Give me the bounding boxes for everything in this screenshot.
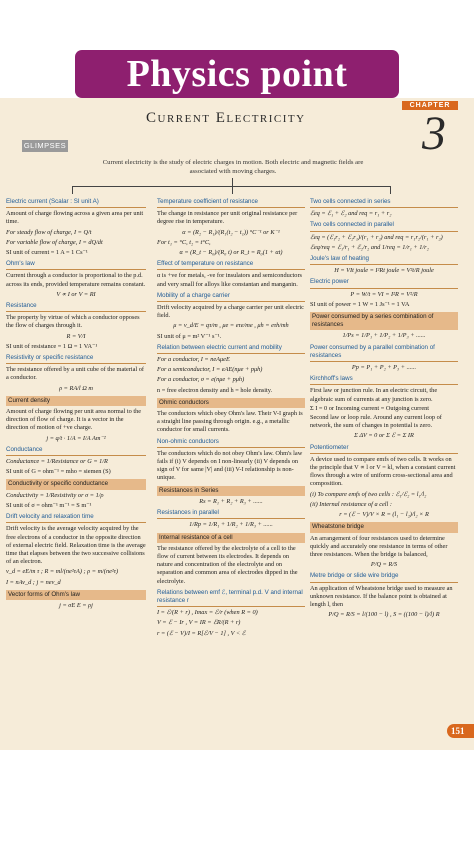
formula: V = ℰ − Ir , V = IR = ℰR/(R + r) xyxy=(157,619,241,627)
intro-text: Current electricity is the study of electric charges in motion. Both electric and magnetic fields are associated with moving charges. xyxy=(102,159,364,175)
chapter-number: 3 xyxy=(422,107,446,160)
tree-connector xyxy=(390,186,391,194)
text-line: The conductors which obey Ohm's law. Their V-I graph is a straight line passing through origin. e.g., a metallic conductor for small currents. xyxy=(157,410,303,434)
text-line: SI unit of G = ohm⁻¹ = mho = siemen (S) xyxy=(6,468,111,476)
section-heading: Mobility of a charge carrier xyxy=(157,292,305,302)
section-heading: Metre bridge or slide wire bridge xyxy=(310,572,458,582)
formula: H = VIt joule = I²Rt joule = V²t/R joule xyxy=(334,267,434,275)
chapter-label: CHAPTER xyxy=(402,101,458,110)
formula: For t₁ = °C, t₂ = t°C, xyxy=(157,238,211,246)
section-heading: Relation between electric current and mobility xyxy=(157,344,305,354)
text-line: The change in resistance per unit original resistance per degree rise in temperature. xyxy=(157,210,298,226)
formula: μ = v_d/E = qτ/m , μe = eτe/me , μh = eτh/mh xyxy=(173,322,289,330)
formula: For a conductor, I = neAμeE xyxy=(157,356,230,364)
formula: Rs = R₁ + R₂ + R₃ + ...... xyxy=(199,497,263,505)
text-line: SI unit of σ = ohm⁻¹ m⁻¹ = S m⁻¹ xyxy=(6,501,92,509)
section-heading: Relations between emf ℰ, terminal p.d. V and internal resistance r xyxy=(157,589,305,607)
text-line: First law or junction rule. In an electric circuit, the algebraic sum of currents at any junction is zero. xyxy=(310,387,438,403)
section-heading: Wheatstone bridge xyxy=(310,522,458,532)
section-heading: Drift velocity and relaxation time xyxy=(6,513,146,523)
formula: α = (R_t − R₀)/(R₀ t) or R_t = R₀(1 + αt) xyxy=(179,249,283,257)
formula: I = nAv_d ; j = nev_d xyxy=(6,578,61,586)
text-line: An arrangement of four resistances used to determine quickly and accurately one resistance in terms of other three resistances. When the bridge is balanced, xyxy=(310,534,448,558)
formula: j = q/t · 1/A = I/A Am⁻² xyxy=(46,434,106,442)
formula: v_d = eE/m τ ; R = ml/(ne²τA) ; ρ = m/(ne²τ) xyxy=(6,568,119,576)
text-line: Current through a conductor is proportional to the p.d. across its ends, provided temperature remains constant. xyxy=(6,272,146,288)
section-heading: Effect of temperature on resistance xyxy=(157,260,305,270)
section-heading: Vector forms of Ohm's law xyxy=(6,590,146,600)
formula: Conductivity = 1/Resistivity or σ = 1/ρ xyxy=(6,491,104,499)
formula: P = W/t = VI = I²R = V²/R xyxy=(350,290,418,298)
column-1 xyxy=(6,195,146,612)
section-heading: Conductivity or specific conductance xyxy=(6,479,146,489)
formula: For a semiconductor, I = eAE(nμe + pμh) xyxy=(157,366,263,374)
text-line: Drift velocity is the average velocity acquired by the free electrons of a conductor in the opposite direction of external electric field. Relaxation time is the average time that elapses between the two successive collisions of an electron. xyxy=(6,525,146,566)
chapter-title: Current Electricity xyxy=(146,110,306,126)
section-heading: Potentiometer xyxy=(310,444,458,454)
tree-connector xyxy=(72,186,390,187)
section-heading: Two cells connected in series xyxy=(310,198,458,208)
glimpses-label: GLIMPSES xyxy=(23,141,67,150)
text-line: The conductors which do not obey Ohm's law. Ohm's law fails if (i) V depends on I non-linearly (ii) V depends on sign of V for same |V| and (iii) V-I relationship is non-unique. xyxy=(157,449,303,482)
section-heading: Power consumed by a series combination of resistances xyxy=(310,312,458,330)
text-line: Amount of charge flowing per unit area normal to the direction of flow of charge. It is a vector in the direction of motion of +ve charge. xyxy=(6,408,142,432)
section-heading: Resistance xyxy=(6,302,146,312)
section-heading: Resistivity or specific resistance xyxy=(6,354,146,364)
text-line: Amount of charge flowing across a given area per unit time. xyxy=(6,210,144,226)
formula: I = ℰ/(R + r) , Imax = ℰ/r (when R = 0) xyxy=(157,609,258,617)
text-line: Second law or loop rule. Around any current loop of network, the sum of changes in potential is zero. xyxy=(310,414,442,430)
text-line: SI unit of μ = m² V⁻¹ s⁻¹. xyxy=(157,332,222,340)
formula: Pp = P₁ + P₂ + P₃ + ...... xyxy=(351,364,417,372)
formula: (ii) Internal resistance of a cell : xyxy=(310,500,392,508)
formula: P/Q = R/S xyxy=(370,561,398,569)
text-line: n = free electron density and h = hole density. xyxy=(157,386,273,394)
text-line: SI unit of current = 1 A = 1 Cs⁻¹ xyxy=(6,249,88,257)
formula: P/Q = R/S = l/(100 − l) , S = ((100 − l)/l) R xyxy=(328,611,440,619)
text-line: SI unit of resistance = 1 Ω = 1 VA⁻¹ xyxy=(6,342,98,350)
formula: For a conductor, σ = e(nμe + pμh) xyxy=(157,376,245,384)
tree-connector xyxy=(232,178,233,194)
section-heading: Electric power xyxy=(310,278,458,288)
top-margin xyxy=(0,0,474,50)
formula: ℰeq = ℰ₁ + ℰ₂ and req = r₁ + r₂ xyxy=(310,210,392,218)
text-line: The property by virtue of which a conductor opposes the flow of charges through it. xyxy=(6,314,140,330)
section-heading: Conductance xyxy=(6,446,146,456)
section-heading: Joule's law of heating xyxy=(310,255,458,265)
section-heading: Kirchhoff's laws xyxy=(310,375,458,385)
section-heading: Internal resistance of a cell xyxy=(157,533,305,543)
text-line: Drift velocity acquired by a charge carrier per unit electric field. xyxy=(157,304,304,320)
bottom-margin xyxy=(0,750,474,842)
formula: j = σE E = ρj xyxy=(59,601,93,609)
section-heading: Ohmic conductors xyxy=(157,398,305,408)
formula: 1/Rp = 1/R₁ + 1/R₂ + 1/R₃ + ...... xyxy=(189,521,273,529)
formula: r = (ℰ − V)/I = R[ℰ/V − 1] , V < ℰ xyxy=(157,629,246,637)
formula: ρ = RA/l Ω m xyxy=(59,384,93,392)
section-heading: Power consumed by a parallel combination of resistances xyxy=(310,344,458,362)
text-line: The resistance offered by the electrolyte of a cell to the flow of current between its electrodes. It depends on nature and concentration of the electrolyte and on separation and common area of electrodes dipped in the electrolyte. xyxy=(157,544,298,585)
formula: Conductance = 1/Resistance or G = 1/R xyxy=(6,458,108,466)
text-line: α is +ve for metals, -ve for insulators and semiconductors and very small for alloys like constantan and manganin. xyxy=(157,272,302,288)
formula: For steady flow of charge, I = Q/t xyxy=(6,228,92,236)
formula: Σ ΔV = 0 or Σ ℰ = Σ IR xyxy=(354,432,414,440)
formula: (i) To compare emfs of two cells : ℰ₁/ℰ₂ = l₁/l₂ xyxy=(310,490,427,498)
section-heading: Temperature coefficient of resistance xyxy=(157,198,305,208)
column-2 xyxy=(157,195,305,640)
banner-title: Physics point xyxy=(126,53,348,95)
section-heading: Resistances in parallel xyxy=(157,509,305,519)
formula: For variable flow of charge, I = dQ/dt xyxy=(6,238,103,246)
formula: ℰeq/req = ℰ₁/r₁ + ℰ₂/r₂ and 1/req = 1/r₁ + 1/r₂ xyxy=(310,243,429,251)
section-heading: Current density xyxy=(6,396,146,406)
formula: ℰeq = (ℰ₁r₂ + ℰ₂r₁)/(r₁ + r₂) and req = r₁r₂/(r₁ + r₂) xyxy=(310,233,443,241)
section-heading: Non-ohmic conductors xyxy=(157,438,305,448)
text-line: An application of Wheatstone bridge used to measure an unknown resistance. If the balance point is obtained at length l, then xyxy=(310,584,453,608)
text-line: A device used to compare emfs of two cells. It works on the principle that V ∝ l or V = kl, when a constant current flows through a wire of uniform cross-sectional area and composition. xyxy=(310,455,456,488)
page-number: 151 xyxy=(447,724,474,738)
formula: V ∝ I or V = RI xyxy=(56,290,96,298)
section-heading: Ohm's law xyxy=(6,260,146,270)
section-heading: Resistances in Series xyxy=(157,486,305,496)
formula: 1/Ps = 1/P₁ + 1/P₂ + 1/P₃ + ...... xyxy=(342,332,426,340)
textbook-page xyxy=(0,98,474,750)
formula: α = (R₂ − R₁)/(R₁(t₂ − t₁)) °C⁻¹ or K⁻¹ xyxy=(182,228,280,236)
formula: r = (ℰ − V)/V × R = (l₁ − l₂)/l₂ × R xyxy=(339,511,429,519)
section-heading: Two cells connected in parallel xyxy=(310,221,458,231)
section-heading: Electric current (Scalar : SI unit A) xyxy=(6,198,146,208)
title-banner xyxy=(75,50,399,98)
text-line: The resistance offered by a unit cube of the material of a conductor. xyxy=(6,366,145,382)
text-line: Σ I = 0 or Incoming current = Outgoing current xyxy=(310,404,430,412)
text-line: SI unit of power = 1 W = 1 Js⁻¹ = 1 VA xyxy=(310,300,410,308)
tree-connector xyxy=(72,186,73,194)
formula: R = V/I xyxy=(66,332,86,340)
column-3 xyxy=(310,195,458,621)
